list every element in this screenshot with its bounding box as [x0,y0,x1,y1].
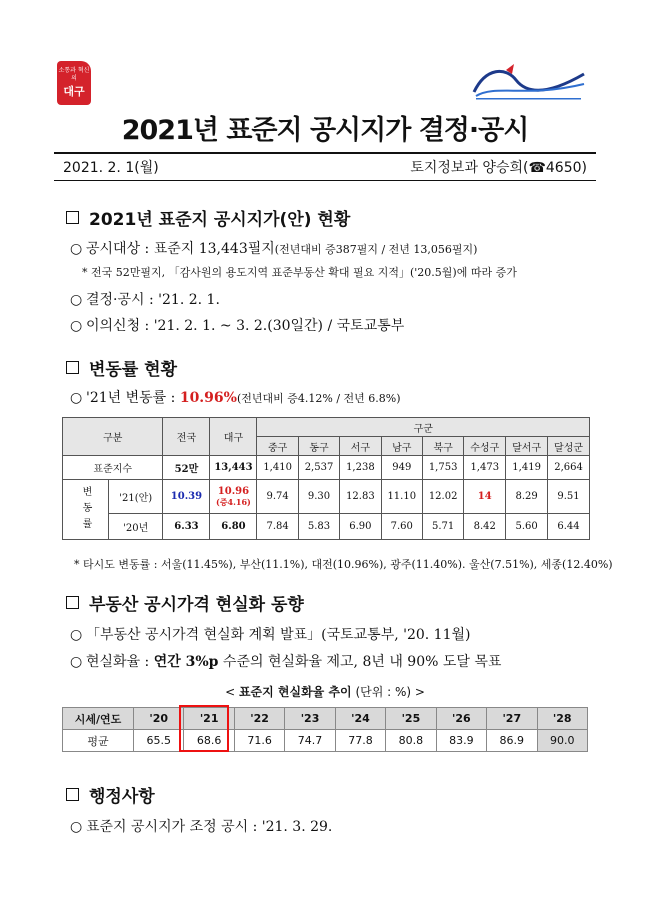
bullet-text: 표준지 공시지가 조정 공시 : '21. 3. 29. [86,819,333,835]
circle-bullet-icon: ○ [70,627,83,643]
header-district: 달서구 [506,437,548,456]
bullet-adjustment [70,816,332,836]
row-label: '21(안) [109,480,163,514]
department-text: 토지정보과 양승희(☎4650) [410,160,587,176]
table-cell: 83.9 [436,730,486,752]
section-heading-text: 변동률 현황 [89,360,178,380]
header-district: 서구 [340,437,381,456]
circle-bullet-icon: ○ [70,292,83,308]
bullet-text: 현실화율 : [86,654,154,670]
table-cell: 71.6 [234,730,284,752]
header-year: '25 [386,708,436,730]
row-label: '20년 [109,514,163,540]
table-cell: 68.6 [184,730,234,752]
table-cell: 5.71 [422,514,463,540]
row-group-label: 변동률 [63,480,109,540]
table-cell: 65.5 [134,730,184,752]
daegu-sub-value: (증4.16) [216,496,251,507]
table-cell: 6.44 [548,514,590,540]
section-heading-text: 부동산 공시가격 현실화 동향 [89,595,304,615]
bullet-text: 결정·공시 : '21. 2. 1. [86,292,220,308]
caption-text: (단위 : %) > [351,685,425,699]
realization-table [62,707,588,752]
table-cell: 12.83 [340,480,381,514]
section-heading-admin [66,782,155,807]
header-year: '22 [234,708,284,730]
table-cell: 1,238 [340,456,381,480]
cell-daegu: 13,443 [210,456,257,480]
header-district: 동구 [298,437,339,456]
bullet-text: 수준의 현실화율 제고, 8년 내 90% 도달 목표 [218,654,502,670]
table-caption [0,683,650,700]
header-year: '24 [335,708,385,730]
header-type: 구분 [63,418,163,456]
table-cell: 86.9 [487,730,537,752]
circle-bullet-icon: ○ [70,819,83,835]
cell-national: 6.33 [163,514,210,540]
section-heading-text: 2021년 표준지 공시지가(안) 현황 [89,210,351,230]
header-district: 남구 [381,437,422,456]
bullet-decision [70,289,220,309]
header-national: 전국 [163,418,210,456]
table-cell: 2,537 [298,456,339,480]
table-cell: 5.83 [298,514,339,540]
bullet-change-rate [70,387,401,407]
bullet-paren-text: (전년대비 증387필지 / 전년 13,056필지) [274,243,478,256]
table-cell: 1,419 [506,456,548,480]
section-heading-status [66,205,350,230]
bullet-bold-text: 연간 3%p [153,654,219,670]
table-cell: 77.8 [335,730,385,752]
cell-national: 52만 [163,456,210,480]
circle-bullet-icon: ○ [70,318,83,334]
logo-big-text: 대구 [63,85,85,98]
table-cell: 7.60 [381,514,422,540]
bullet-objection [70,315,404,335]
table-row [63,730,588,752]
table-cell: 5.60 [506,514,548,540]
square-bullet-icon [66,596,79,609]
circle-bullet-icon: ○ [70,654,83,670]
table-cell: 1,753 [422,456,463,480]
table-cell: 1,410 [257,456,298,480]
bullet-text: 이의신청 : '21. 2. 1. ~ 3. 2.(30일간) / 국토교통부 [86,318,405,334]
square-bullet-icon [66,361,79,374]
header-year: '21 [184,708,234,730]
header-year: '28 [537,708,588,730]
table-cell: 7.84 [257,514,298,540]
table-cell: 2,664 [548,456,590,480]
table-cell: 74.7 [285,730,335,752]
bullet-target [70,238,477,258]
change-rate-value: 10.96% [179,390,237,406]
row-label: 평균 [63,730,134,752]
bullet-text: 공시대상 : 표준지 13,443필지 [86,241,275,257]
section-heading-change-rate [66,355,177,380]
title-rule [54,152,596,154]
caption-text: < [225,685,239,699]
table-cell: 8.42 [464,514,506,540]
section-heading-realization [66,590,304,615]
bullet-plan [70,624,470,644]
header-district: 중구 [257,437,298,456]
table-cell: 9.30 [298,480,339,514]
daegu-logo-left [57,61,91,105]
table-cell: 1,473 [464,456,506,480]
bullet-paren-text: (전년대비 증4.12% / 전년 6.8%) [236,392,401,405]
page-title: 2021년 표준지 공시지가 결정·공시 [121,115,529,146]
cell-daegu: 6.80 [210,514,257,540]
header-district: 달성군 [548,437,590,456]
table-cell: 11.10 [381,480,422,514]
header-rule [54,180,596,181]
table-row [63,514,590,540]
table-cell: 12.02 [422,480,463,514]
header-district: 수성구 [464,437,506,456]
colorful-daegu-logo [466,62,591,102]
logo-small-text: 소통과 혁신의 [58,67,90,82]
note-text: * 전국 52만필지, 「감사원의 용도지역 표준부동산 확대 필요 지적」('20.5월)에 따라 증가 [82,266,517,279]
table-row [63,480,590,514]
note-other-regions: * 타시도 변동률 : 서울(11.45%), 부산(11.1%), 대전(10.96%), 광주(11.40%). 울산(7.51%), 세종(12.40%) [74,558,613,571]
header-gugun: 구군 [257,418,590,437]
header-year: '27 [487,708,537,730]
section-heading-text: 행정사항 [89,787,155,807]
change-rate-table [62,417,590,540]
table-cell: 80.8 [386,730,436,752]
square-bullet-icon [66,211,79,224]
date-text: 2021. 2. 1(월) [63,160,159,176]
square-bullet-icon [66,788,79,801]
header-year: '23 [285,708,335,730]
header-daegu: 대구 [210,418,257,456]
daegu-value: 10.96 [217,485,250,497]
table-cell: 9.51 [548,480,590,514]
table-cell: 8.29 [506,480,548,514]
circle-bullet-icon: ○ [70,241,83,257]
table-cell: 949 [381,456,422,480]
table-cell: 90.0 [537,730,588,752]
header-district: 북구 [422,437,463,456]
cell-daegu [210,480,257,514]
table-cell: 9.74 [257,480,298,514]
cell-national: 10.39 [163,480,210,514]
bullet-text: '21년 변동률 : [86,390,180,406]
caption-bold-text: 표준지 현실화율 추이 [238,685,352,699]
header-year: '26 [436,708,486,730]
table-row [63,456,590,480]
circle-bullet-icon: ○ [70,390,83,406]
highlight-box-2021 [179,705,229,752]
bullet-text: 「부동산 공시가격 현실화 계획 발표」(국토교통부, '20. 11월) [86,627,471,643]
bullet-realization-rate [70,651,501,671]
table-cell: 6.90 [340,514,381,540]
row-label: 표준지수 [63,456,163,480]
header-label: 시세/연도 [63,708,134,730]
table-cell: 14 [464,480,506,514]
header-year: '20 [134,708,184,730]
